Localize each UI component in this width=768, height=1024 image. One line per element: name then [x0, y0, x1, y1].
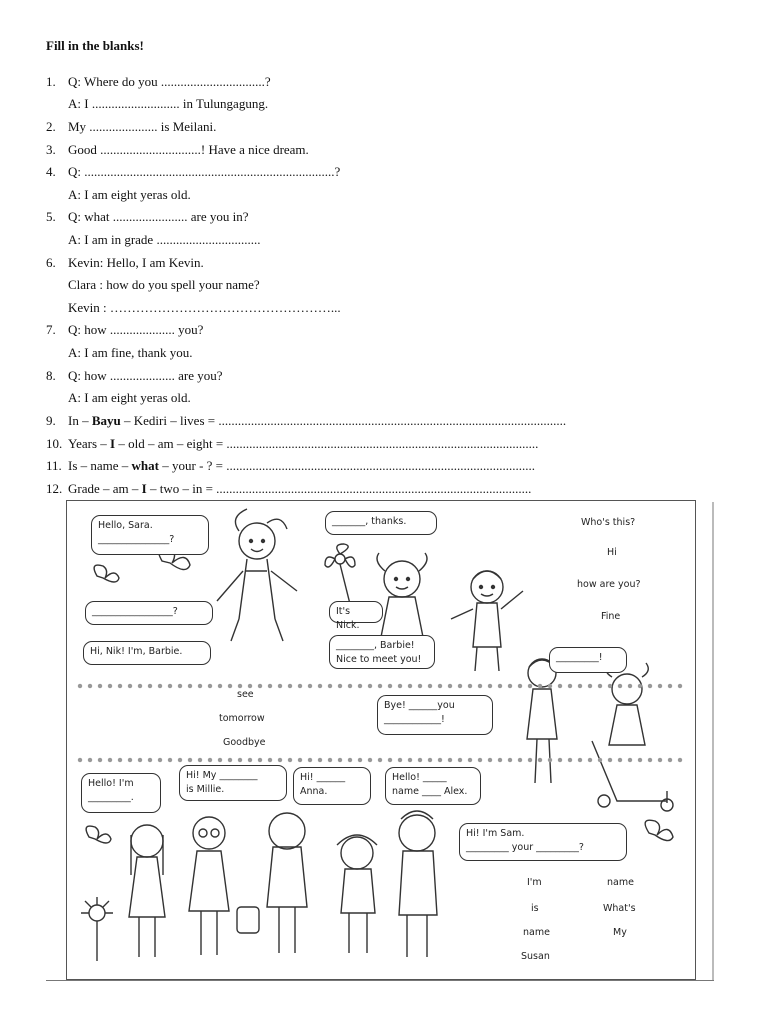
- sunflower-icon: [81, 897, 113, 961]
- flower-icon: [325, 544, 355, 604]
- speech-bubble-hi-nik: Hi, Nik! I'm, Barbie.: [83, 641, 211, 665]
- word-bank-whos-this: Who's this?: [581, 517, 636, 528]
- question-2: 2. My ..................... is Meilani.: [46, 119, 217, 134]
- speech-bubble-hello-im: Hello! I'm _________.: [81, 773, 161, 813]
- question-4-answer: A: I am eight yeras old.: [68, 187, 191, 202]
- question-7: 7. Q: how .................... you?: [46, 322, 204, 337]
- word-bank-susan: Susan: [521, 951, 550, 962]
- word-bank-name-right: name: [607, 877, 634, 888]
- question-5: 5. Q: what ....................... are you in?: [46, 209, 249, 224]
- speech-bubble-blank-question: _________________?: [85, 601, 213, 625]
- speech-bubble-its-nick: It's Nick.: [329, 601, 383, 623]
- word-bank-hi: Hi: [607, 547, 617, 558]
- question-3: 3. Good ...............................! Have a nice dream.: [46, 142, 309, 157]
- question-6: 6. Kevin: Hello, I am Kevin.: [46, 255, 204, 270]
- word-bank-how-are-you: how are you?: [577, 579, 641, 590]
- page-baseline: [46, 980, 714, 981]
- word-bank-is: is: [531, 903, 539, 914]
- scooter-children-figure: [527, 659, 673, 811]
- question-7-answer: A: I am fine, thank you.: [68, 345, 193, 360]
- girl-barbie-figure: [217, 509, 297, 641]
- word-bank-im: I'm: [527, 877, 542, 888]
- speech-bubble-hi-my: Hi! My ________ is Millie.: [179, 765, 287, 801]
- question-10: 10. Years – I – old – am – eight = ................................................................................................: [46, 436, 539, 451]
- speech-bubble-hello-alex: Hello! _____ name ____ Alex.: [385, 767, 481, 805]
- question-12: 12. Grade – am – I – two – in = .................................................................................................: [46, 481, 532, 496]
- question-8-answer: A: I am eight yeras old.: [68, 390, 191, 405]
- speech-bubble-hi-anna: Hi! ______ Anna.: [293, 767, 371, 805]
- question-1: 1. Q: Where do you ................................?: [46, 74, 271, 89]
- word-bank-name: name: [523, 927, 550, 938]
- word-bank-see: see: [237, 689, 254, 700]
- question-11: 11. Is – name – what – your - ? = ...............................................................................................: [46, 458, 536, 473]
- worksheet-title: Fill in the blanks!: [46, 38, 144, 53]
- question-6-line2: Clara : how do you spell your name?: [68, 277, 260, 292]
- question-1-answer: A: I ........................... in Tulungagung.: [68, 96, 269, 111]
- speech-bubble-thanks: _______, thanks.: [325, 511, 437, 535]
- dotted-divider: [75, 757, 687, 763]
- speech-bubble-bye: Bye! ______you ____________!: [377, 695, 493, 735]
- word-bank-fine: Fine: [601, 611, 621, 622]
- worksheet-illustration: [66, 500, 696, 980]
- word-bank-my: My: [613, 927, 627, 938]
- question-8: 8. Q: how .................... are you?: [46, 368, 223, 383]
- sheet-shadow: [712, 502, 714, 980]
- speech-bubble-hi-sam: Hi! I'm Sam. _________ your _________?: [459, 823, 627, 861]
- word-bank-goodbye: Goodbye: [223, 737, 266, 748]
- dotted-divider: [75, 683, 687, 689]
- question-9: 9. In – Bayu – Kediri – lives = ...........................................................................................................: [46, 413, 567, 428]
- question-6-line3: Kevin : ……………………………………………...: [68, 300, 341, 315]
- speech-bubble-barbie: ________, Barbie! Nice to meet you!: [329, 635, 435, 669]
- word-bank-whats: What's: [603, 903, 636, 914]
- cartoon-figures: [67, 501, 695, 979]
- speech-bubble-hello-sara: Hello, Sara. _______________?: [91, 515, 209, 555]
- speech-bubble-bye-right: _________!: [549, 647, 627, 673]
- word-bank-tomorrow: tomorrow: [219, 713, 265, 724]
- question-4: 4. Q: .............................................................................?: [46, 164, 341, 179]
- group-children-figure: [129, 811, 437, 957]
- question-5-answer: A: I am in grade ................................: [68, 232, 261, 247]
